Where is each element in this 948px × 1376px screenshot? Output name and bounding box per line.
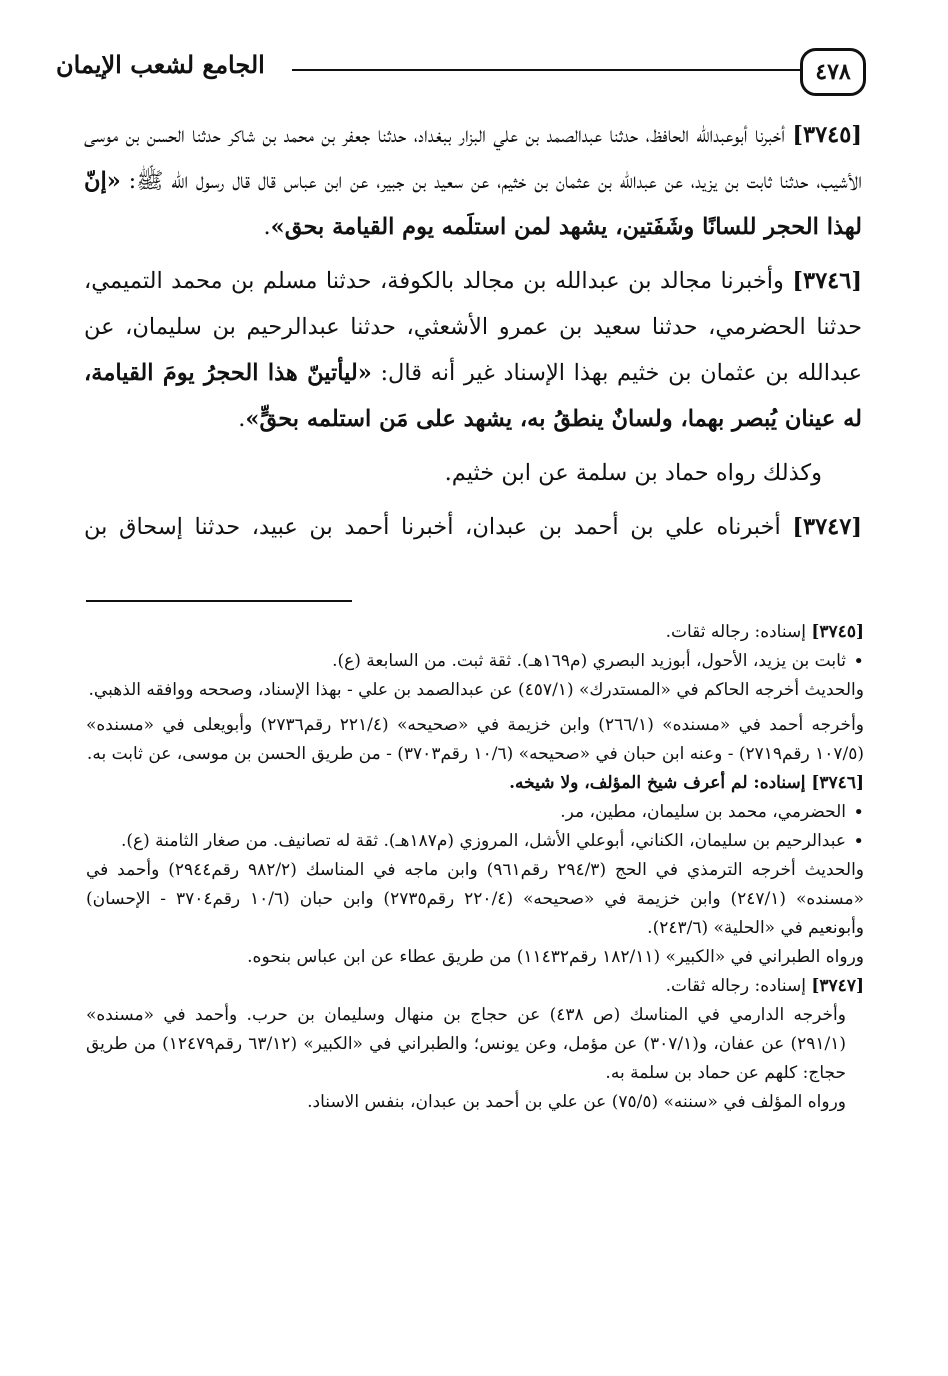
footnotes [86,618,864,1117]
hadith-paragraph-3745 [84,112,862,250]
footnote-heading-3745 [86,618,864,647]
footnote-heading-3746 [86,769,864,798]
footnote-line: والحديث أخرجه الترمذي في الحج (٢٩٤/٣ رقم٩٦١) وابن ماجه في المناسك (٩٨٢/٢ رقم٢٩٤٤) وأحمد في «مسنده» (٢٤٧/١) وابن خزيمة في «صحيحه» (٢٢٠/٤ رقم٢٧٣٥) وابن حبان (١٠/٦ رقم٣٧٠٤ - الإحسان) وأبونعيم في «الحلية» (٢٤٣/٦). [86,860,864,938]
paragraph-end: . [263,214,271,240]
book-title: الجامع لشعب الإيمان [56,50,265,79]
hadith-text: «إنّ لهذا الحجر للسانًا وشَفَتين، يشهد لمن استلَمه يوم القيامة بحق» [84,168,862,240]
footnote-heading-text: إسناده: لم أعرف شيخ المؤلف، ولا شيخه. [509,773,812,793]
main-text [84,112,862,558]
paragraph-end: . [238,406,246,432]
isnad-text: أخبرناه علي بن أحمد بن عبدان، أخبرنا أحمد بن عبيد، حدثنا إسحاق بن [84,514,793,540]
page-header [56,38,866,102]
footnote-number: [٣٧٤٧] [811,976,864,996]
footnote-heading-3747 [86,972,864,1001]
footnote-line: وأخرجه الدارمي في المناسك (ص ٤٣٨) عن حجاج بن منهال وسليمان بن حرب. وأحمد في «مسنده» (٢٩١/١) عن عفان، و(٣٠٧/١) عن مؤمل، وعن يونس؛ والطبراني في «الكبير» (٦٣/١٢ رقم١٢٤٧٩) من طريق حجاج: كلهم عن حماد بن سلمة به. [86,1005,846,1083]
footnote-number: [٣٧٤٥] [811,622,864,642]
footnote-separator [86,600,352,602]
footnote-number: [٣٧٤٦] [811,773,864,793]
hadith-number: [٣٧٤٥] [792,122,862,148]
commentary-line: وكذلك رواه حماد بن سلمة عن ابن خثيم. [444,460,822,486]
narrator-bullet: • ثابت بن يزيد، الأحول، أبوزيد البصري (م١٦٩هـ). ثقة ثبت. من السابعة (ع). [86,647,864,676]
hadith-paragraph-3747 [84,504,862,550]
hadith-paragraph-3746 [84,258,862,442]
isnad-text: أخبرنا أبوعبدالله الحافظ، حدثنا عبدالصمد بن علي البزار ببغداد، حدثنا جعفر بن محمد بن شاكر حدثنا الحسن بن موسى الأشيب، حدثنا ثابت بن يزيد، عن عبدالله بن عثمان بن خثيم، عن سعيد بن جبير، عن ابن عباس قال قال رسول الله ﷺ: [84,122,862,194]
hadith-text: «ليأتينّ هذا الحجرُ يومَ القيامة، له عينان يُبصر بهما، ولسانٌ ينطقُ به، يشهد على مَن استلمه بحقٍّ» [84,360,862,432]
narrator-bullet: • عبدالرحيم بن سليمان، الكناني، أبوعلي الأشل، المروزي (م١٨٧هـ). ثقة له تصانيف. من صغار الثامنة (ع). [86,827,864,856]
footnote-line: والحديث أخرجه الحاكم في «المستدرك» (٤٥٧/١) عن عبدالصمد بن علي - بهذا الإسناد، وصححه ووافقه الذهبي. [88,680,864,700]
page-number-badge: ٤٧٨ [800,48,866,96]
footnote-heading-text: إسناده: رجاله ثقات. [665,622,812,642]
footnote-line: ورواه الطبراني في «الكبير» (١٨٢/١١ رقم١١٤٣٢) من طريق عطاء عن ابن عباس بنحوه. [247,947,864,967]
hadith-number: [٣٧٤٦] [792,268,862,294]
footnote-line: وأخرجه أحمد في «مسنده» (٢٦٦/١) وابن خزيمة في «صحيحه» (٢٢١/٤ رقم٢٧٣٦) وأبويعلى في «مسنده» (١٠٧/٥ رقم٢٧١٩) - وعنه ابن حبان في «صحيحه» (١٠/٦ رقم٣٧٠٣) - من طريق الحسن بن موسى، عن ثابت به. [86,715,864,764]
hadith-number: [٣٧٤٧] [792,514,862,540]
isnad-text: وأخبرنا مجالد بن عبدالله بن مجالد بالكوفة، حدثنا مسلم بن محمد التميمي، حدثنا الحضرمي، حدثنا سعيد بن عمرو الأشعثي، حدثنا عبدالرحيم بن سليمان، عن عبدالله بن عثمان بن خثيم بهذا الإسناد غير أنه قال: [84,268,863,386]
footnote-heading-text: إسناده: رجاله ثقات. [665,976,812,996]
footnote-line: ورواه المؤلف في «سننه» (٧٥/٥) عن علي بن أحمد بن عبدان، بنفس الاسناد. [307,1092,846,1112]
narrator-bullet: • الحضرمي، محمد بن سليمان، مطين، مر. [86,798,864,827]
header-rule [292,69,802,71]
